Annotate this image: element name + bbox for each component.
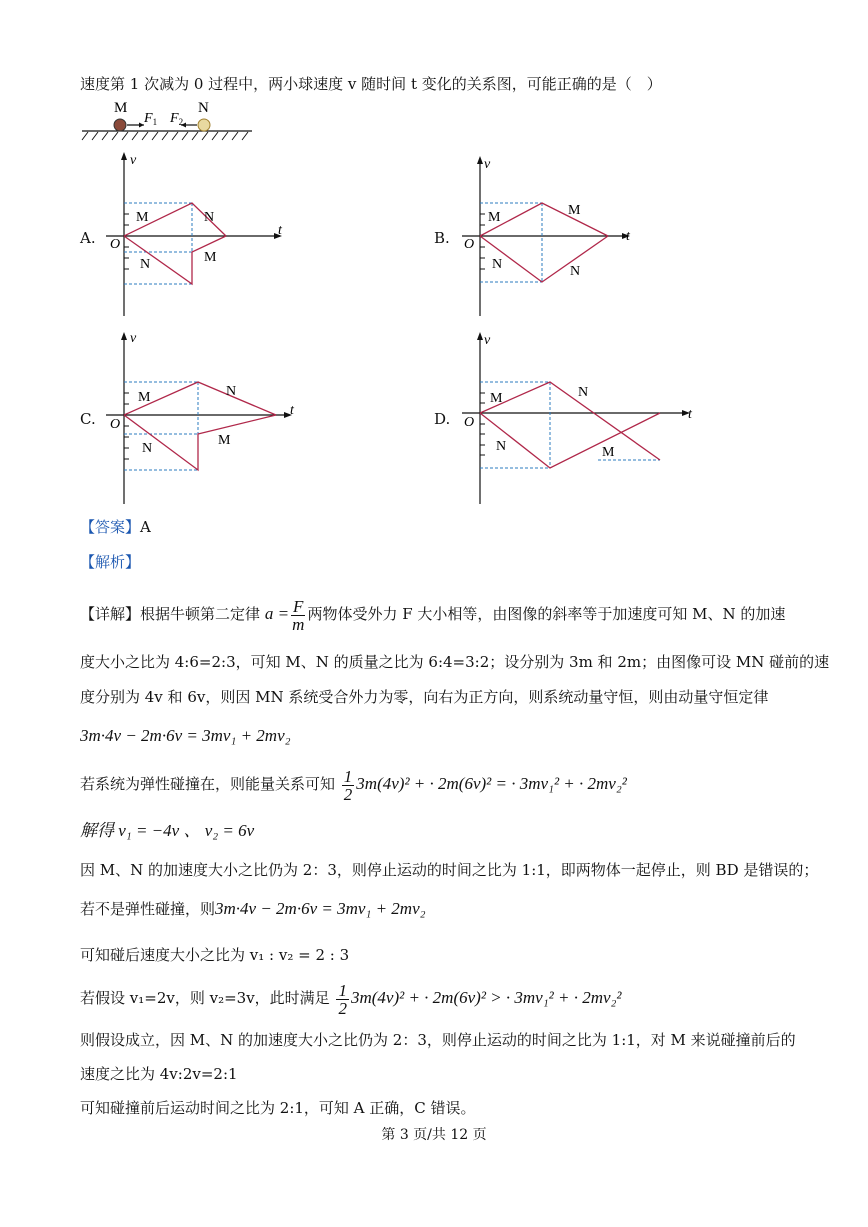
label-n: N (140, 257, 151, 272)
eq-momentum: 3m·4v − 2m·6v = 3mv₁ + 2mv₂ (80, 726, 291, 745)
graph-c (100, 326, 310, 506)
detail-tag: 【详解】 (80, 605, 141, 623)
half-num: 1 (343, 766, 353, 786)
line-bd: 因 M、N 的加速度大小之比仍为 2：3，则停止运动的时间之比为 1:1，即两物体一起停止，则 BD 是错误的； (80, 861, 819, 879)
label-m: M (204, 250, 217, 265)
line-speed: 速度之比为 4v:2v=2:1 (80, 1065, 238, 1083)
nonelastic-line (80, 899, 426, 919)
origin: O (110, 237, 121, 252)
label-n: N (496, 439, 507, 454)
axis-v: v (130, 331, 137, 346)
answer-tag: 【答案】 (80, 518, 141, 536)
label-n: N (578, 385, 589, 400)
fraction-num: F (293, 596, 304, 616)
detail-line-1 (80, 592, 785, 636)
eq-energy: 3m(4v)² + · 2m(6v)² = · 3mv₁² + · 2mv₂² (356, 774, 627, 793)
fraction-den: m (292, 614, 305, 634)
option-b-label: B. (434, 229, 450, 247)
label-n: N (492, 257, 503, 272)
assume-line (80, 976, 622, 1020)
ball-m-label: M (114, 100, 128, 116)
half-fraction (336, 982, 349, 1017)
label-n: N (142, 441, 153, 456)
origin: O (464, 415, 475, 430)
ratio-line: 可知碰后速度大小之比为 v₁ : v₂ = 2 : 3 (80, 946, 350, 964)
nonelastic-pre: 若不是弹性碰撞，则 (80, 900, 216, 918)
axis-v: v (484, 157, 491, 172)
axis-t: t (278, 223, 282, 238)
svg-text:F1 (143, 111, 157, 127)
graph-b (456, 150, 656, 320)
half-den: 2 (343, 784, 353, 804)
label-m: M (488, 210, 501, 225)
detail-p1-pre: 根据牛顿第二定律 (140, 605, 261, 623)
answer-value: A (140, 518, 151, 536)
fraction-f-over-m (291, 598, 305, 633)
page-footer: 第 3 页/共 12 页 (381, 1127, 487, 1143)
line-hold: 则假设成立，因 M、N 的加速度大小之比仍为 2：3，则停止运动的时间之比为 1:1，对 M 来说碰撞前后的 (80, 1031, 796, 1049)
elastic-pre: 若系统为弹性碰撞在，则能量关系可知 (80, 775, 336, 793)
graph-d (456, 326, 706, 506)
question-text: 速度第 1 次减为 0 过程中，两小球速度 v 随时间 t 变化的关系图，可能正确的是（ ） (80, 75, 662, 93)
label-m: M (490, 391, 503, 406)
ball-n-label: N (198, 100, 209, 116)
label-m: M (568, 203, 581, 218)
svg-text:F2 (169, 111, 183, 127)
detail-line-2: 度大小之比为 4:6=2:3，可知 M、N 的质量之比为 6:4=3:2；设分别为 3m 和 2m；由图像可设 MN 碰前的速 (80, 653, 830, 671)
axis-t: t (290, 403, 294, 418)
force-2-label: F (170, 111, 179, 126)
conclusion-line: 可知碰撞前后运动时间之比为 2:1，可知 A 正确，C 错误。 (80, 1099, 476, 1117)
answer-line (80, 517, 151, 537)
ball-m (114, 119, 126, 131)
axis-t: t (688, 407, 692, 422)
formula-a: a = (264, 604, 290, 623)
eq-momentum-2: 3m·4v − 2m·6v = 3mv₁ + 2mv₂ (215, 899, 426, 918)
label-n: N (204, 210, 215, 225)
half-den: 2 (338, 998, 347, 1018)
eq-ineq: 3m(4v)² + · 2m(6v)² > · 3mv₁² + · 2mv₂² (350, 988, 622, 1007)
label-m: M (138, 390, 151, 405)
origin: O (110, 417, 121, 432)
analysis-tag: 【解析】 (80, 553, 141, 571)
force-2-sub: 2 (178, 117, 184, 127)
label-n: N (570, 264, 581, 279)
option-a-label: A. (80, 229, 96, 247)
half-fraction (342, 768, 355, 803)
axis-t: t (626, 229, 630, 244)
label-m: M (218, 433, 231, 448)
graph-a (100, 150, 300, 320)
assume-pre: 若假设 v₁=2v，则 v₂=3v，此时满足 (80, 989, 330, 1007)
solve-line: 解得 v₁ = −4v 、 v₂ = 6v (80, 821, 255, 840)
origin: O (464, 237, 475, 252)
detail-p1-post: 两物体受外力 F 大小相等，由图像的斜率等于加速度可知 M、N 的加速 (307, 605, 786, 623)
option-d-label: D. (434, 410, 451, 428)
axis-v: v (130, 153, 137, 168)
ball-n (198, 119, 210, 131)
half-num: 1 (338, 980, 347, 1000)
elastic-line (80, 762, 627, 806)
force-1-label: F (144, 111, 153, 126)
label-m: M (602, 445, 615, 460)
label-n: N (226, 384, 237, 399)
curve-m (480, 382, 660, 460)
force-1-sub: 1 (152, 117, 158, 127)
detail-line-3: 度分别为 4v 和 6v，则因 MN 系统受合外力为零，向右为正方向，则系统动量守恒，则由动量守恒定律 (80, 688, 769, 706)
option-c-label: C. (80, 410, 96, 428)
axis-v: v (484, 333, 491, 348)
setup-figure (80, 98, 260, 142)
label-m: M (136, 210, 149, 225)
